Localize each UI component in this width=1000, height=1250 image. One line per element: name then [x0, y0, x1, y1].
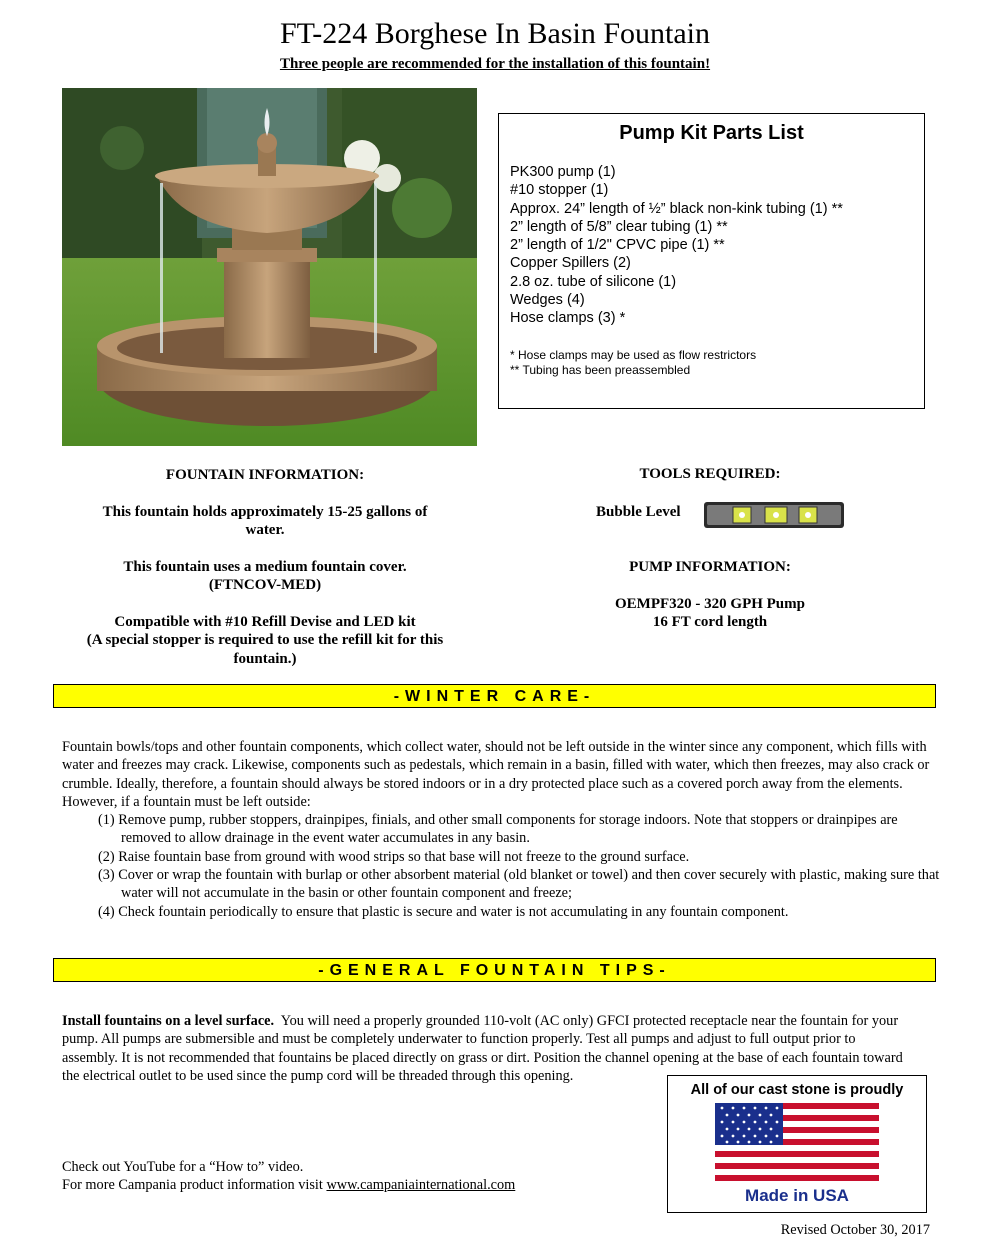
list-item: Hose clamps (3) * — [510, 310, 626, 327]
page-title: FT-224 Borghese In Basin Fountain — [279, 17, 710, 50]
note-hose-clamps: * Hose clamps may be used as flow restrictors — [510, 347, 757, 362]
youtube-text: Check out YouTube for a “How to” video. — [62, 1159, 304, 1175]
list-item: 2” length of 1/2" CPVC pipe (1) ** — [510, 237, 725, 254]
bubble-level-icon — [703, 501, 845, 534]
capacity-text: This fountain holds approximately 15-25 gallons of water. — [102, 503, 428, 538]
list-item: (3) Cover or wrap the fountain with burlap or other absorbent material (old blanket or towel) and then cover securely with plastic, making sure that water will not accumulate in the basin or other fountain component and freeze; — [98, 867, 940, 902]
tips-body: You will need a properly grounded 110-volt (AC only) GFCI protected receptacle near the fountain for your pump. All pumps are submersible and must be completely underwater to function properly. Test all pumps and adjust to full output prior to assembly. It is not recommended that fountains be placed directly on grass or dirt. Position the channel opening at the base of each fountain toward the electrical outlet to be used since the pump cord will be threaded through this opening. — [62, 1013, 903, 1084]
pump-kit-heading: Pump Kit Parts List — [619, 122, 804, 144]
winter-care-banner: -WINTER CARE- — [53, 684, 936, 708]
winter-care-intro: Fountain bowls/tops and other fountain components, which collect water, should not be left outside in the winter since any component, which fills with water and freezes may crack. Likewise, components such as pedestals, which remain in a basin, filled with water, which then freezes, may also crack or crumble. Ideally, therefore, a fountain should always be stored indoors or in a dry protected place such as a covered porch away from the elements. However, if a fountain must be left outside: — [62, 739, 930, 810]
general-tips-banner: -GENERAL FOUNTAIN TIPS- — [53, 958, 936, 982]
fountain-info-heading: FOUNTAIN INFORMATION: — [165, 467, 365, 483]
pump-model: OEMPF320 - 320 GPH Pump — [615, 595, 805, 612]
fountain-photo — [62, 88, 477, 446]
list-item: (1) Remove pump, rubber stoppers, drainpipes, finials, and other small components for storage indoors. Note that stoppers or drainpipes are removed to allow drainage in the event water accumulates in any basin. — [98, 812, 898, 847]
pump-info-heading: PUMP INFORMATION: — [629, 559, 791, 575]
usa-flag-icon — [715, 1103, 879, 1181]
fountain-information — [80, 466, 450, 668]
list-item: (4) Check fountain periodically to ensure that plastic is secure and water is not accumulating in any fountain component. — [98, 903, 789, 920]
tips-lead: Install fountains on a level surface. — [62, 1013, 275, 1029]
tools-item — [596, 503, 681, 522]
campania-website-link[interactable]: www.campaniainternational.com — [326, 1177, 516, 1193]
pump-kit-items — [510, 163, 924, 328]
list-item: Copper Spillers (2) — [510, 255, 631, 272]
compat-note: (A special stopper is required to use the refill kit for this fountain.) — [86, 632, 444, 667]
pump-information — [560, 558, 860, 632]
list-item: 2” length of 5/8” clear tubing (1) ** — [510, 218, 728, 235]
made-in-usa-badge — [667, 1075, 927, 1213]
campania-prefix: For more Campania product information visit — [62, 1177, 327, 1193]
note-tubing: ** Tubing has been preassembled — [510, 362, 691, 377]
tips-paragraph — [62, 1012, 903, 1085]
campania-line — [62, 1176, 515, 1194]
tools-heading: TOOLS REQUIRED: — [639, 466, 781, 482]
revision-date: Revised October 30, 2017 — [780, 1222, 930, 1238]
list-item: #10 stopper (1) — [510, 182, 609, 199]
cover-text: This fountain uses a medium fountain cover. — [123, 558, 407, 575]
compat-text: Compatible with #10 Refill Devise and LED kit — [114, 613, 416, 630]
cord-length: 16 FT cord length — [652, 614, 768, 630]
pump-kit-notes — [510, 348, 924, 378]
list-item: (2) Raise fountain base from ground with wood strips so that base will not freeze to the ground surface. — [98, 848, 690, 865]
list-item: PK300 pump (1) — [510, 164, 616, 180]
list-item: Wedges (4) — [510, 292, 585, 309]
winter-care-text — [62, 738, 942, 921]
pump-kit-parts-list — [498, 113, 925, 409]
tool-bubble-level-label: Bubble Level — [596, 504, 681, 520]
cover-code: (FTNCOV-MED) — [208, 577, 322, 593]
installation-notice: Three people are recommended for the installation of this fountain! — [279, 56, 711, 72]
badge-bottom-text: Made in USA — [745, 1186, 849, 1205]
list-item: Approx. 24” length of ½” black non-kink tubing (1) ** — [510, 200, 843, 217]
badge-top-text: All of our cast stone is proudly — [690, 1082, 904, 1098]
list-item: 2.8 oz. tube of silicone (1) — [510, 273, 677, 290]
winter-care-steps — [62, 811, 942, 921]
